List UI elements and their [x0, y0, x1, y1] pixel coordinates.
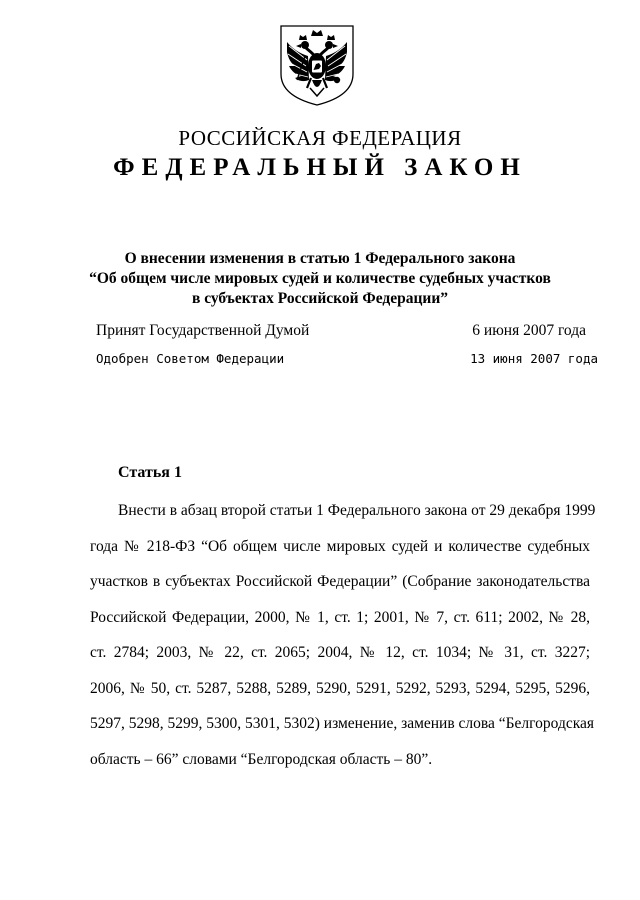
article-text-line: Внести в абзац второй статьи 1 Федерального закона от 29 декабря 1999	[118, 502, 596, 519]
article-heading: Статья 1	[118, 464, 182, 481]
law-title-line: “Об общем числе мировых судей и количестве судебных участков	[89, 270, 551, 287]
article-text-line: 5297, 5298, 5299, 5300, 5301, 5302) изменение, заменив слова “Белгородская	[90, 715, 595, 732]
document-type: ФЕДЕРАЛЬНЫЙ ЗАКОН	[113, 154, 527, 181]
article-body	[90, 493, 596, 777]
adoption-duma-label: Принят Государственной Думой	[96, 322, 310, 339]
law-title-line: в субъектах Российской Федерации”	[191, 290, 449, 307]
article-text-line: ст. 2784; 2003, № 22, ст. 2065; 2004, № 12, ст. 1034; № 31, ст. 3227;	[90, 644, 590, 661]
law-title-line: О внесении изменения в статью 1 Федерального закона	[124, 250, 516, 267]
double-headed-eagle-icon	[275, 22, 359, 108]
article-text-line: Российской Федерации, 2000, № 1, ст. 1; 2001, № 7, ст. 611; 2002, № 28,	[90, 608, 590, 626]
adoption-duma-date: 6 июня 2007 года	[472, 322, 586, 339]
approval-federation-council-date: 13 июня 2007 года	[470, 351, 598, 366]
article-text-line: область – 66” словами “Белгородская область – 80”.	[90, 750, 433, 768]
law-title	[60, 249, 580, 309]
article-text-line: 2006, № 50, ст. 5287, 5288, 5289, 5290, 5291, 5292, 5293, 5294, 5295, 5296,	[90, 679, 590, 697]
article-text-line: участков в субъектах Российской Федерации” (Собрание законодательства	[90, 573, 590, 590]
country-name: РОССИЙСКАЯ ФЕДЕРАЦИЯ	[178, 126, 462, 150]
coat-of-arms-icon	[275, 22, 359, 108]
approval-federation-council-row	[96, 351, 598, 371]
article-text-line: года № 218-ФЗ “Об общем числе мировых судей и количестве судебных	[90, 537, 590, 555]
approval-federation-council-label: Одобрен Советом Федерации	[96, 351, 285, 366]
adoption-duma-row	[96, 322, 598, 342]
